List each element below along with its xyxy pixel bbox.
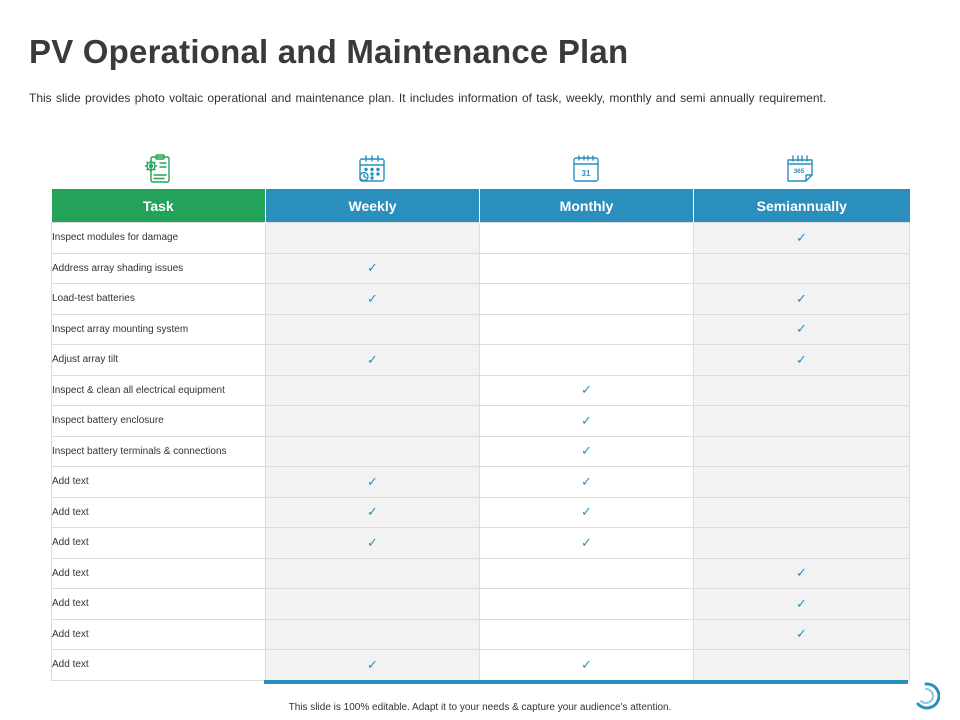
weekly-cell xyxy=(266,406,480,437)
table-header-row xyxy=(52,189,910,223)
table-row xyxy=(52,223,910,254)
task-name-cell: Inspect battery enclosure xyxy=(52,406,266,437)
monthly-cell xyxy=(480,528,694,559)
weekly-cell xyxy=(266,528,480,559)
weekly-cell xyxy=(266,589,480,620)
semiannually-cell xyxy=(694,589,910,620)
checkmark-icon: ✓ xyxy=(367,504,378,520)
task-name-cell: Add text xyxy=(52,497,266,528)
checkmark-icon: ✓ xyxy=(367,260,378,276)
monthly-cell xyxy=(480,284,694,315)
monthly-cell xyxy=(480,467,694,498)
semiannually-cell xyxy=(694,253,910,284)
weekly-cell xyxy=(266,284,480,315)
table-row xyxy=(52,406,910,437)
checkmark-icon: ✓ xyxy=(796,321,807,337)
checkmark-icon: ✓ xyxy=(796,351,807,367)
checkmark-icon: ✓ xyxy=(367,351,378,367)
table-row xyxy=(52,314,910,345)
checkmark-icon: ✓ xyxy=(581,656,592,672)
table-row xyxy=(52,589,910,620)
task-name-cell: Inspect array mounting system xyxy=(52,314,266,345)
task-name-cell: Add text xyxy=(52,650,266,681)
slide-title: PV Operational and Maintenance Plan xyxy=(29,33,629,70)
task-name-cell: Inspect battery terminals & connections xyxy=(52,436,266,467)
calendar-31-icon xyxy=(479,153,693,187)
semiannually-cell xyxy=(694,619,910,650)
checkmark-icon: ✓ xyxy=(581,534,592,550)
monthly-cell xyxy=(480,314,694,345)
header-weekly: Weekly xyxy=(266,189,480,223)
table-row xyxy=(52,375,910,406)
logo-icon xyxy=(912,682,940,710)
monthly-cell xyxy=(480,345,694,376)
calendar-dots-icon xyxy=(265,153,479,187)
semiannually-cell xyxy=(694,558,910,589)
monthly-cell xyxy=(480,253,694,284)
weekly-cell xyxy=(266,375,480,406)
weekly-cell xyxy=(266,619,480,650)
task-name-cell: Add text xyxy=(52,558,266,589)
footer-note: This slide is 100% editable. Adapt it to your needs & capture your audience's attention. xyxy=(288,702,672,713)
monthly-cell xyxy=(480,375,694,406)
accent-bar xyxy=(264,680,908,684)
table-row xyxy=(52,345,910,376)
task-name-cell: Load-test batteries xyxy=(52,284,266,315)
weekly-cell xyxy=(266,223,480,254)
slide-subtitle: This slide provides photo voltaic operational and maintenance plan. It includes information of task, weekly, monthly and semi annually requirement. xyxy=(29,91,827,105)
checkmark-icon: ✓ xyxy=(367,656,378,672)
semiannually-cell xyxy=(694,375,910,406)
task-name-cell: Adjust array tilt xyxy=(52,345,266,376)
monthly-cell xyxy=(480,650,694,681)
weekly-cell xyxy=(266,467,480,498)
checkmark-icon: ✓ xyxy=(581,504,592,520)
semiannually-cell xyxy=(694,528,910,559)
table-row xyxy=(52,619,910,650)
checkmark-icon: ✓ xyxy=(581,382,592,398)
header-task: Task xyxy=(52,189,266,223)
semiannually-cell xyxy=(694,223,910,254)
semiannually-cell xyxy=(694,497,910,528)
task-name-cell: Inspect & clean all electrical equipment xyxy=(52,375,266,406)
semiannually-cell xyxy=(694,436,910,467)
checkmark-icon: ✓ xyxy=(581,473,592,489)
monthly-cell xyxy=(480,619,694,650)
calendar-365-number: 365 xyxy=(793,168,805,175)
column-icons xyxy=(51,153,909,187)
monthly-cell xyxy=(480,223,694,254)
checkmark-icon: ✓ xyxy=(796,229,807,245)
table-row xyxy=(52,650,910,681)
clipboard-gear-icon xyxy=(51,153,265,187)
table-body xyxy=(52,223,910,681)
header-semiannually: Semiannually xyxy=(694,189,910,223)
weekly-cell xyxy=(266,558,480,589)
calendar-365-icon xyxy=(693,153,907,187)
weekly-cell xyxy=(266,253,480,284)
table-row xyxy=(52,253,910,284)
semiannually-cell xyxy=(694,345,910,376)
checkmark-icon: ✓ xyxy=(367,534,378,550)
monthly-cell xyxy=(480,497,694,528)
checkmark-icon: ✓ xyxy=(581,412,592,428)
weekly-cell xyxy=(266,497,480,528)
task-name-cell: Inspect modules for damage xyxy=(52,223,266,254)
checkmark-icon: ✓ xyxy=(796,595,807,611)
semiannually-cell xyxy=(694,467,910,498)
table-row xyxy=(52,497,910,528)
checkmark-icon: ✓ xyxy=(367,290,378,306)
table-row xyxy=(52,558,910,589)
table-row xyxy=(52,467,910,498)
weekly-cell xyxy=(266,345,480,376)
monthly-cell xyxy=(480,589,694,620)
semiannually-cell xyxy=(694,650,910,681)
task-name-cell: Address array shading issues xyxy=(52,253,266,284)
weekly-cell xyxy=(266,436,480,467)
semiannually-cell xyxy=(694,284,910,315)
weekly-cell xyxy=(266,314,480,345)
task-name-cell: Add text xyxy=(52,467,266,498)
checkmark-icon: ✓ xyxy=(581,443,592,459)
checkmark-icon: ✓ xyxy=(367,473,378,489)
task-name-cell: Add text xyxy=(52,528,266,559)
checkmark-icon: ✓ xyxy=(796,565,807,581)
table-row xyxy=(52,284,910,315)
table-row xyxy=(52,436,910,467)
maintenance-plan-table xyxy=(51,189,910,681)
checkmark-icon: ✓ xyxy=(796,626,807,642)
weekly-cell xyxy=(266,650,480,681)
semiannually-cell xyxy=(694,314,910,345)
semiannually-cell xyxy=(694,406,910,437)
checkmark-icon: ✓ xyxy=(796,290,807,306)
monthly-cell xyxy=(480,558,694,589)
task-name-cell: Add text xyxy=(52,589,266,620)
calendar-31-number: 31 xyxy=(581,169,591,178)
monthly-cell xyxy=(480,436,694,467)
task-name-cell: Add text xyxy=(52,619,266,650)
table-row xyxy=(52,528,910,559)
monthly-cell xyxy=(480,406,694,437)
header-monthly: Monthly xyxy=(480,189,694,223)
